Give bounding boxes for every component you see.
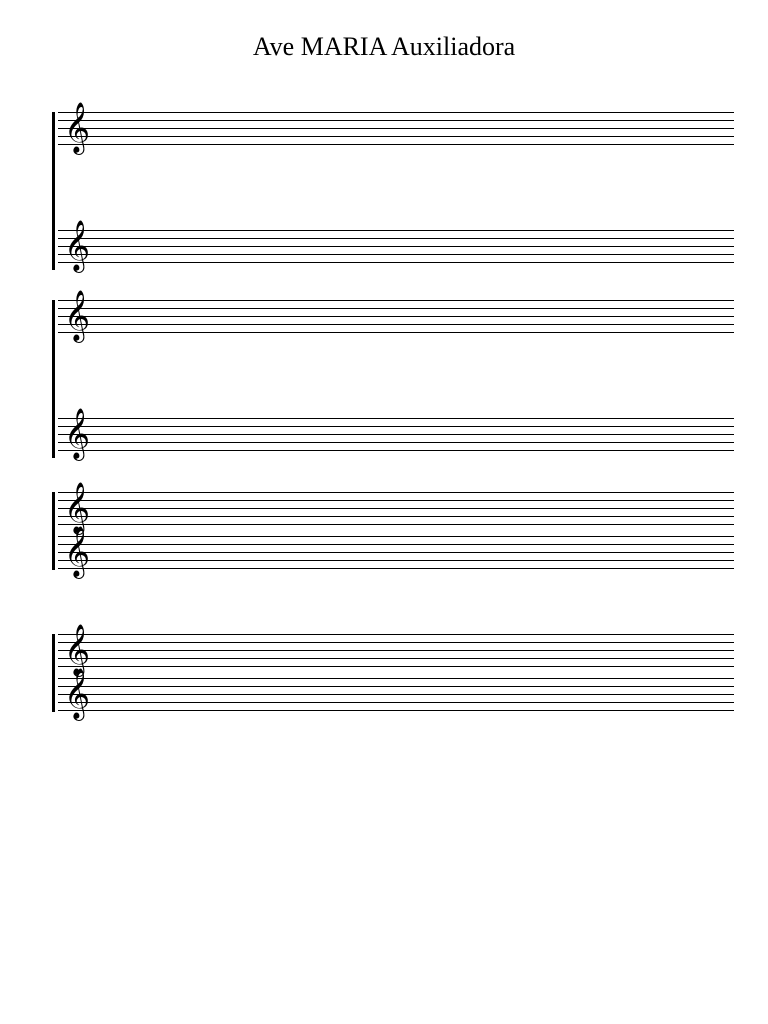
system-bracket	[52, 634, 55, 712]
upper-staff	[58, 112, 734, 152]
treble-clef-icon: 𝄞	[64, 624, 91, 675]
upper-staff	[58, 634, 734, 674]
upper-staff	[58, 492, 734, 532]
score-system-4	[58, 624, 734, 719]
treble-clef-icon: 𝄞	[64, 408, 91, 459]
treble-clef-icon: 𝄞	[64, 220, 91, 271]
lower-staff	[58, 230, 734, 270]
treble-clef-icon: 𝄞	[64, 526, 91, 577]
treble-clef-icon: 𝄞	[64, 668, 91, 719]
treble-clef-icon: 𝄞	[64, 102, 91, 153]
page-title: Ave MARIA Auxiliadora	[252, 32, 516, 61]
upper-staff	[58, 300, 734, 340]
system-bracket	[52, 300, 55, 458]
treble-clef-icon: 𝄞	[64, 482, 91, 533]
lower-staff	[58, 536, 734, 576]
lower-staff	[58, 678, 734, 718]
lower-staff	[58, 418, 734, 458]
treble-clef-icon: 𝄞	[64, 290, 91, 341]
score-system-1	[58, 102, 734, 271]
score-system-3	[58, 482, 734, 577]
system-bracket	[52, 112, 55, 270]
score-system-2	[58, 290, 734, 459]
system-bracket	[52, 492, 55, 570]
